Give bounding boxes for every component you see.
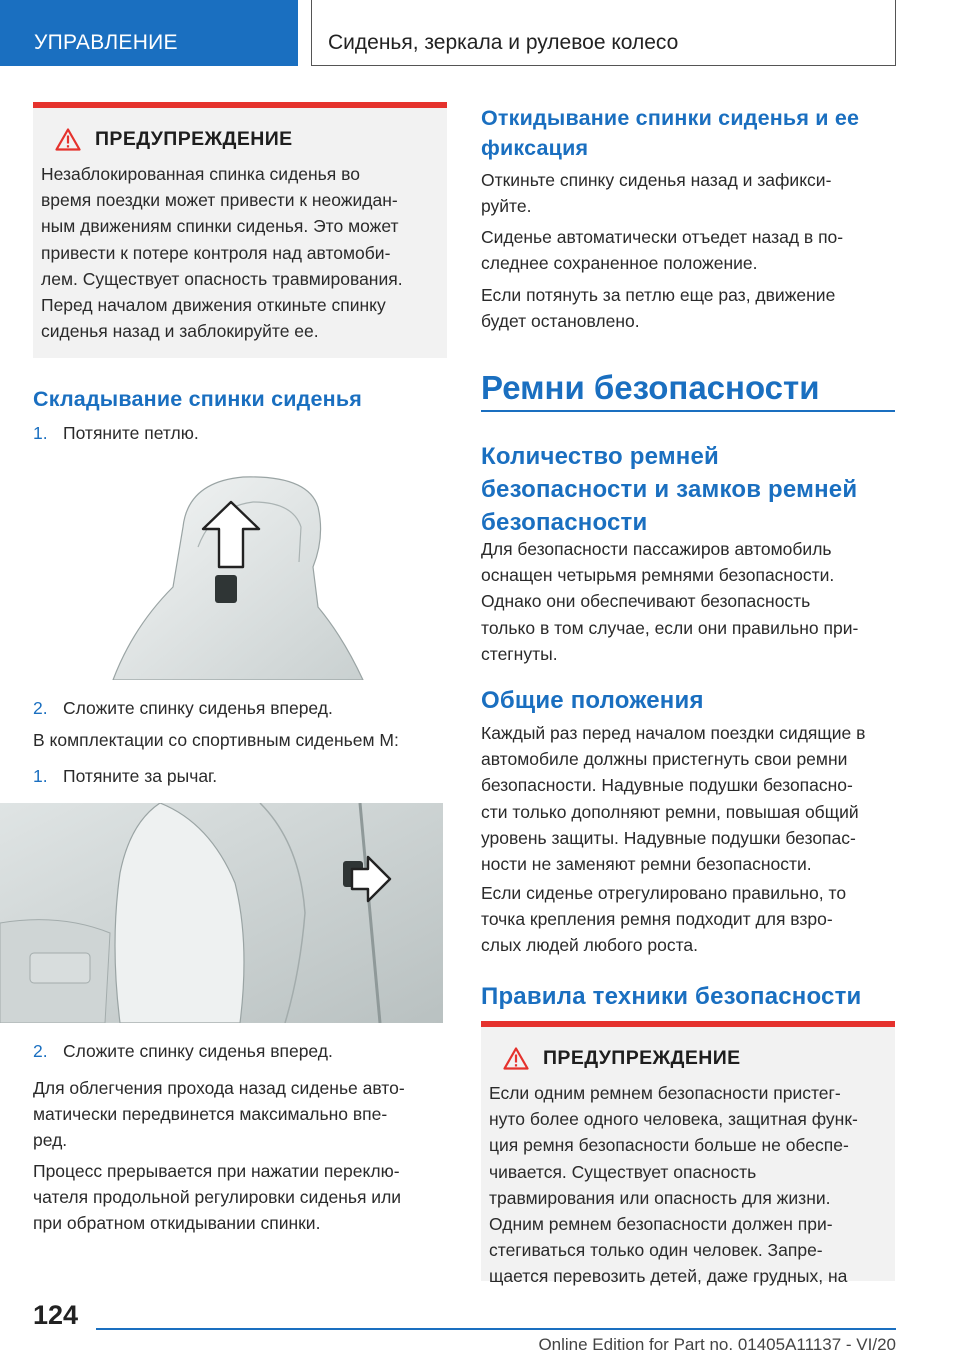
fold-step-1: 1. Потяните петлю. (33, 423, 199, 443)
chapter-box (311, 0, 896, 66)
page-number: 124 (33, 1300, 79, 1330)
general-heading: Общие положения (481, 687, 704, 714)
headrest-loop-illustration (103, 467, 380, 680)
sport-step-2: 2. Сложите спинку сиденья вперед. (33, 1041, 333, 1061)
sport-step-1: 1. Потяните за рычаг. (33, 766, 218, 786)
warning-box-seatback (33, 102, 447, 358)
recline-heading: Откидывание спинки сиденья и ее фиксация (481, 106, 860, 160)
fold-heading: Складывание спинки сиденья (33, 387, 363, 411)
seat-belts-heading: Ремни безопасности (481, 369, 820, 406)
belt-count-paragraph: Для безопасности пассажиров автомобиль оснащен четырьмя ремнями безопасности. Однако они обеспечивают безопасность только в том случае, если они правильно при‐ стегнуты. (481, 539, 859, 664)
recline-paragraph-3: Если потянуть за петлю еще раз, движение будет остановлено. (481, 285, 836, 332)
footer-rule (96, 1328, 896, 1330)
warning-title: ПРЕДУПРЕЖДЕНИЕ (543, 1047, 741, 1069)
warning-triangle-icon (503, 1047, 529, 1070)
sport-seat-intro: В комплектации со спортивным сиденьем M: (33, 730, 399, 750)
recline-paragraph-1: Откиньте спинку сиденья назад и зафикси‐ руйте. (481, 170, 832, 217)
safety-rules-heading: Правила техники безопасности (481, 983, 862, 1010)
fold-step-2: 2. Сложите спинку сиденья вперед. (33, 698, 333, 718)
chapter-title: Сиденья, зеркала и рулевое колесо (328, 31, 679, 54)
edition-note: Online Edition for Part no. 01405A11137 - VI/20 (538, 1335, 896, 1354)
interrupt-paragraph: Процесс прерывается при нажатии переклю‐ чателя продольной регулировки сиденья или при обратном откидывании спинки. (33, 1161, 402, 1234)
belt-count-heading: Количество ремней безопасности и замков ремней безопасности (481, 443, 858, 536)
general-paragraph-1: Каждый раз перед началом поездки сидящие в автомобиле должны пристегнуть свои ремни безопасности. Надувные подушки безопасно‐ сти только дополняют ремни, повышая общий уровень защиты. Надувные подушки безопас‐ ности не заменяют ремни безопасности. (481, 723, 866, 875)
sport-seat-lever-illustration (0, 803, 443, 1023)
warning-box-belts (481, 1021, 895, 1287)
warning-triangle-icon (55, 128, 81, 151)
recline-paragraph-2: Сиденье автоматически отъедет назад в по‐ следнее сохраненное положение. (481, 227, 844, 274)
warning-title: ПРЕДУПРЕЖДЕНИЕ (95, 128, 293, 150)
warning-text: Если одним ремнем безопасности пристег‐ нуто более одного человека, защитная функ‐ ция ремня безопасности больше не обеспе‐ чивается. Существует опасность травмирования или опасность для жизни. Одним ремнем безопасности должен при‐ стегиваться только один человек. Запре‐ щается перевозить детей, даже грудных, на (489, 1083, 858, 1287)
section-tab (0, 0, 298, 66)
auto-move-paragraph: Для облегчения прохода назад сиденье авто‐ матически передвинется максимально впе‐ ред. (33, 1078, 405, 1151)
warning-text: Незаблокированная спинка сиденья во время поездки может привести к неожидан‐ ным движениям спинки сиденья. Это может привести к потере контроля над автомоби‐ лем. Существует опасность травмирования. Перед началом движения откиньте спинку сиденья назад и заблокируйте ее. (41, 164, 403, 342)
general-paragraph-2: Если сиденье отрегулировано правильно, то точка крепления ремня подходит для взро‐ слых людей любого роста. (481, 883, 847, 956)
seat-belts-heading-rule (481, 410, 895, 412)
section-title: УПРАВЛЕНИЕ (34, 31, 178, 54)
